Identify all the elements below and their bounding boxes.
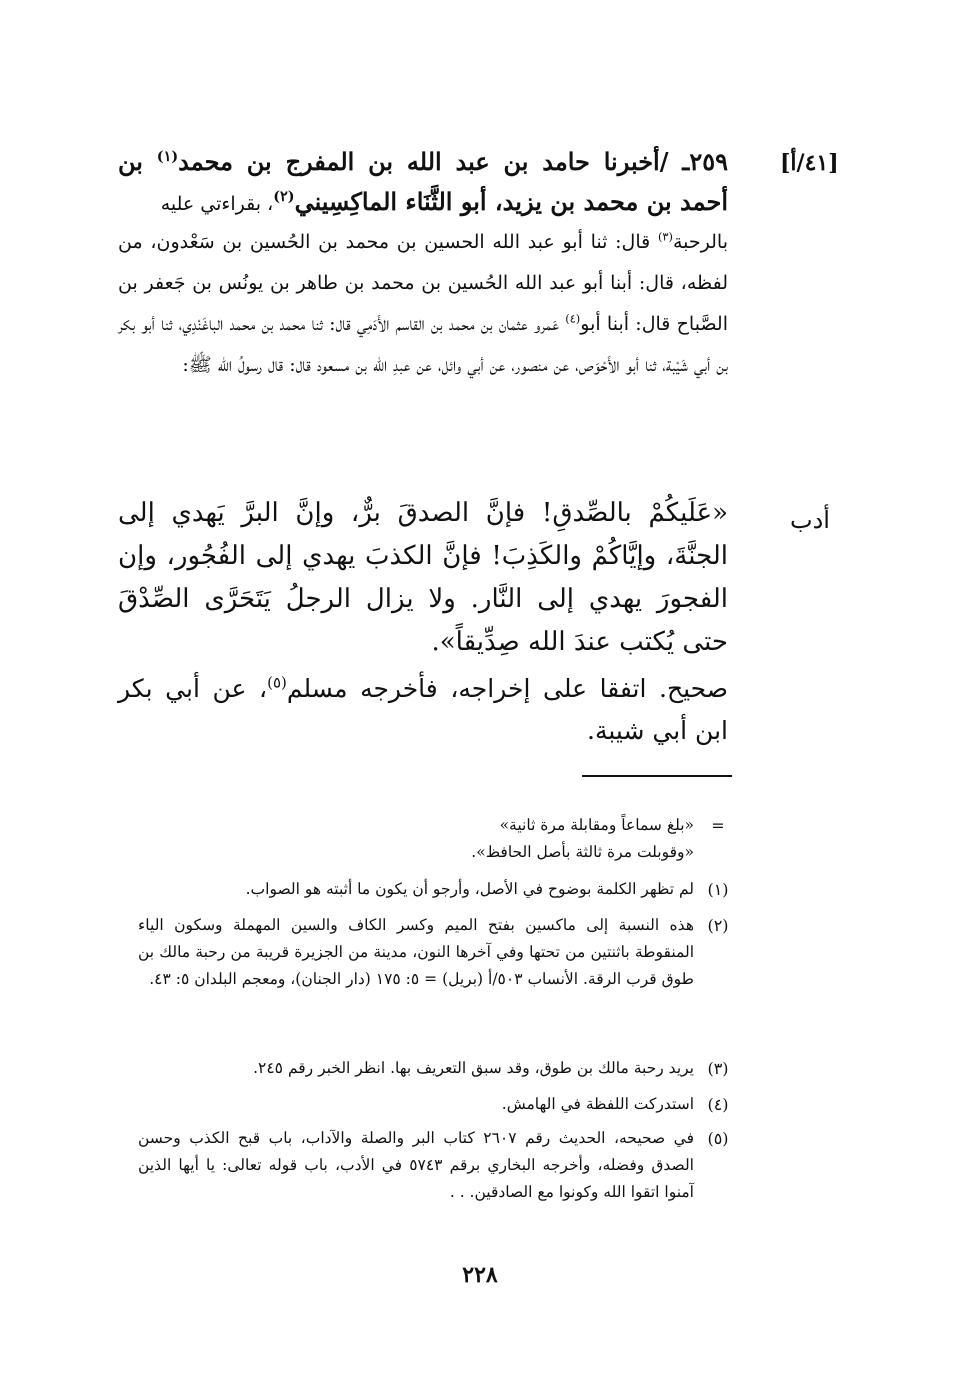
verdict-part1: صحيح. اتفقا على إخراجه، فأخرجه مسلم xyxy=(286,674,729,703)
footnote-number: (٢) xyxy=(707,916,729,935)
footnote-text: يريد رحبة مالك بن طوق، وقد سبق التعريف بها. انظر الخبر رقم ٢٤٥. xyxy=(253,1059,694,1077)
footnote-text: هذه النسبة إلى ماكسين بفتح الميم وكسر الكاف والسين المهملة وسكون الياء المنقوطة باثنتين من تحتها وفي آخرها النون، مدينة من الجزيرة قريبة من رحبة مالك بن طوق قرب الرقة. الأنساب ٥٠٣/أ (بريل) = ٥: ١٧٥ (دار الجنان)، ومعجم البلدان ٥: ٤٣. xyxy=(138,916,694,988)
verdict-part2: ، عن أبي بكر ابن أبي شيبة. xyxy=(118,674,728,745)
footnote-text: استدركت اللفظة في الهامش. xyxy=(501,1095,694,1113)
topic-marginal-label: أدب xyxy=(790,506,830,534)
hadith-number: ٢٥٩ـ / xyxy=(659,147,728,176)
isnad-body-part2: قال: ثنا أبو عبد الله الحسين بن محمد بن الحُسين بن سَعْدون، من لفظه، قال: أبنا أبو عبد الله الحُسين بن محمد بن طاهر بن يونُس بن جَعفر بن الصَّباح قال: أبنا أبو xyxy=(118,231,728,335)
footnote-number: (٥) xyxy=(707,1129,729,1148)
verdict-text xyxy=(118,668,728,752)
footnote-continuation xyxy=(138,812,694,866)
continuation-line-2: «وقوبلت مرة ثالثة بأصل الحافظ». xyxy=(471,843,694,861)
footnote-number: (١) xyxy=(707,880,729,899)
footnote-ref-4[interactable]: (٤) xyxy=(565,311,581,326)
isnad-body-part3: عَمرو عثمان بن محمد بن القاسم الأَدَمِي قال: ثنا محمد بن محمد الباغَنْدِي، ثنا أبو بكر بن أبي شَيْبة، ثنا أبو الأَحْوَص، عن منصور، عن أبي وائل، عن عبدِ الله بن مسعود قال: قال رسولُ الله ﷺ: xyxy=(118,313,728,376)
footnote-ref-5[interactable]: (٥) xyxy=(267,673,287,692)
footnote-text: في صحيحه، الحديث رقم ٢٦٠٧ كتاب البر والصلة والآداب، باب قبح الكذب وحسن الصدق وفضله، وأخرجه البخاري برقم ٥٧٤٣ في الأدب، باب قوله تعالى: يا أيها الذين آمنوا اتقوا الله وكونوا مع الصادقين. . . xyxy=(138,1129,694,1201)
isnad-opening xyxy=(118,142,728,224)
footnote-text: لم تظهر الكلمة بوضوح في الأصل، وأرجو أن يكون ما أثبته هو الصواب. xyxy=(245,880,694,898)
footnote-number: (٤) xyxy=(707,1095,729,1114)
hadith-text: «عَلَيكُمْ بالصِّدقِ! فإنَّ الصدقَ برٌّ، وإنَّ البرَّ يَهدي إلى الجنَّةَ، وإيَّاكُمْ والكَذِبَ! فإنَّ الكذبَ يهدي إلى الفُجُور، وإن الفجورَ يهدي إلى النَّار. ولا يزال الرجلُ يَتَحَرَّى الصِّدْقَ حتى يُكتب عندَ الله صِدِّيقاً». xyxy=(118,498,728,657)
page-number: ٢٢٨ xyxy=(462,1262,498,1288)
isnad-head-part1: أخبرنا حامد بن عبد الله بن المفرج بن محمد xyxy=(178,147,660,176)
footnote-ref-3[interactable]: (٣) xyxy=(657,229,673,244)
footnote-ref-1[interactable]: (١) xyxy=(156,148,179,165)
isnad-chain xyxy=(118,222,728,386)
folio-marker: [٤١/أ] xyxy=(780,150,839,176)
isnad-head-part3: ، بقراءتي عليه xyxy=(160,193,274,215)
footnote-separator xyxy=(582,775,732,777)
footnote-continuation-mark: = xyxy=(711,816,725,835)
isnad-head-part2: بن أحمد بن محمد بن يزيد، أبو الثَّنَاء الماكِسِيني xyxy=(118,147,728,216)
continuation-line-1: «بلغ سماعاً ومقابلة مرة ثانية» xyxy=(499,816,694,834)
footnote-ref-2[interactable]: (٢) xyxy=(273,188,295,205)
footnote-number: (٣) xyxy=(707,1059,729,1078)
isnad-body-part1: بالرحبة xyxy=(672,231,728,253)
